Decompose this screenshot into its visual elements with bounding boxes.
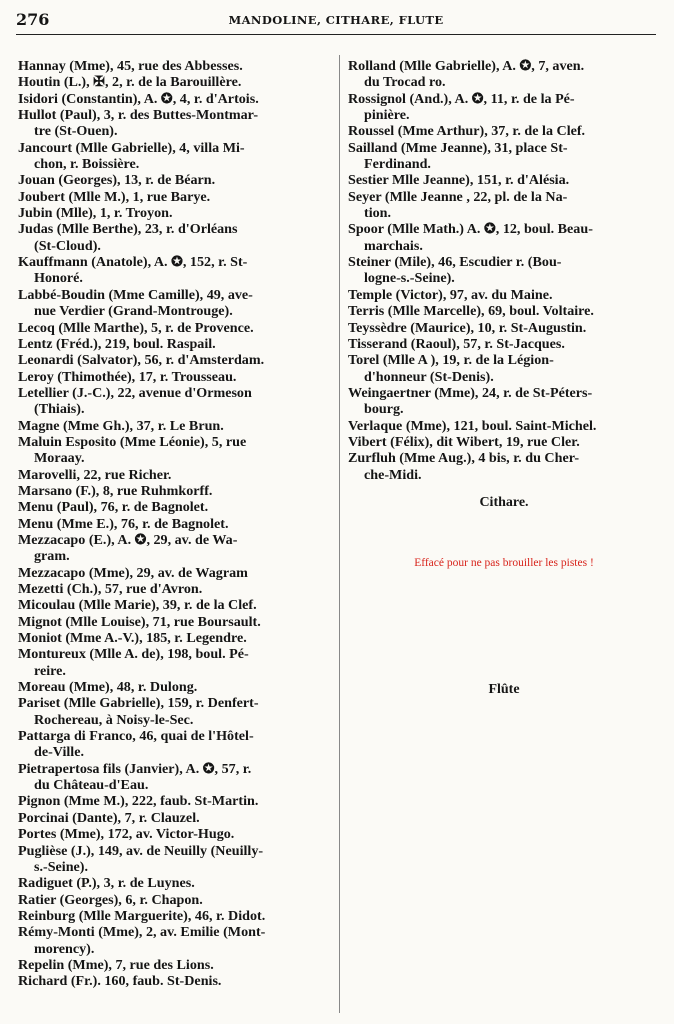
entry-line: Menu (Mme E.), 76, r. de Bagnolet. [18,515,229,532]
entry-line: Repelin (Mme), 7, rue des Lions. [18,956,214,973]
spacer [348,572,660,682]
entry-line: Rémy-Monti (Mme), 2, av. Emilie (Mont- [18,924,266,941]
directory-entry [18,320,333,336]
directory-entry [18,581,333,597]
cithare-redaction-note: Effacé pour ne pas brouiller les pistes ! [414,557,594,570]
entry-line: Kauffmann (Anatole), A. ✪, 152, r. St- [18,254,248,271]
entry-line: Tisserand (Raoul), 57, r. St-Jacques. [348,335,565,352]
directory-entry [18,646,333,679]
directory-entry [348,221,660,254]
entry-line: Houtin (L.), ✠, 2, r. de la Barouillère. [18,74,242,91]
directory-entry [18,532,333,565]
directory-entry [18,565,333,581]
entry-line: Pattarga di Franco, 46, quai de l'Hôtel- [18,728,254,745]
entry-continuation: pinière. [364,107,410,124]
directory-entry [18,597,333,613]
entry-continuation: tion. [364,205,392,222]
entry-line: Jouan (Georges), 13, r. de Béarn. [18,172,216,189]
entry-line: Marovelli, 22, rue Richer. [18,466,172,483]
entry-continuation: Honoré. [34,270,83,287]
directory-entry [18,58,333,74]
directory-entry [348,58,660,91]
entry-line: Vibert (Félix), dit Wibert, 19, rue Cler. [348,433,580,450]
directory-entry [18,728,333,761]
directory-entry [18,630,333,646]
directory-entry [18,843,333,876]
directory-entry [18,205,333,221]
directory-entry [348,140,660,173]
entry-line: Steiner (Mile), 46, Escudier r. (Bou- [348,254,562,271]
directory-entry [18,369,333,385]
entry-line: Sestier Mlle Jeanne), 151, r. d'Alésia. [348,172,570,189]
directory-entry [18,172,333,188]
entry-line: Montureux (Mlle A. de), 198, boul. Pé- [18,646,249,663]
entry-continuation: marchais. [364,237,423,254]
directory-entry [18,695,333,728]
entry-line: Torel (Mlle A ), 19, r. de la Légion- [348,352,554,369]
entry-line: Mezzacapo (E.), A. ✪, 29, av. de Wa- [18,531,238,548]
entry-line: Mignot (Mlle Louise), 71, rue Boursault. [18,613,261,630]
entry-line: Roussel (Mme Arthur), 37, r. de la Clef. [348,123,586,140]
directory-entry [18,614,333,630]
entry-line: Moreau (Mme), 48, r. Dulong. [18,679,198,696]
entry-continuation: reire. [34,662,66,679]
entry-line: Mezzacapo (Mme), 29, av. de Wagram [18,564,248,581]
directory-entry [18,957,333,973]
entry-line: Micoulau (Mlle Marie), 39, r. de la Clef. [18,597,257,614]
page-header [16,8,656,35]
entry-line: Lentz (Fréd.), 219, boul. Raspail. [18,335,216,352]
entry-line: Jubin (Mlle), 1, r. Troyon. [18,205,173,222]
directory-entry [18,352,333,368]
directory-entry [18,385,333,418]
entry-line: Hannay (Mme), 45, rue des Abbesses. [18,58,243,74]
entry-continuation: (Thiais). [34,401,85,418]
entry-continuation: Ferdinand. [364,156,431,173]
directory-entry [348,418,660,434]
entry-line: Teyssèdre (Maurice), 10, r. St-Augustin. [348,319,587,336]
entry-line: Richard (Fr.). 160, faub. St-Denis. [18,973,222,990]
running-title: MANDOLINE, CITHARE, FLUTE [228,13,444,27]
directory-entry [18,924,333,957]
directory-entry [18,287,333,320]
directory-entry [18,336,333,352]
entry-line: Spoor (Mlle Math.) A. ✪, 12, boul. Beau- [348,221,593,238]
directory-entry [18,74,333,90]
entry-line: Mezetti (Ch.), 57, rue d'Avron. [18,581,203,597]
directory-entry [348,172,660,188]
entry-line: Labbé-Boudin (Mme Camille), 49, ave- [18,286,253,303]
directory-entry [18,221,333,254]
entry-line: Marsano (F.), 8, rue Ruhmkorff. [18,482,213,499]
entry-line: Hullot (Paul), 3, r. des Buttes-Montmar- [18,107,259,124]
entry-line: Pietrapertosa fils (Janvier), A. ✪, 57, r. [18,760,252,777]
entry-line: Rolland (Mlle Gabrielle), A. ✪, 7, aven. [348,58,585,74]
entry-line: Lecoq (Mlle Marthe), 5, r. de Provence. [18,319,254,336]
directory-entry [348,434,660,450]
entry-line: Temple (Victor), 97, av. du Maine. [348,286,553,303]
directory-entry [18,499,333,515]
entry-line: Joubert (Mlle M.), 1, rue Barye. [18,188,211,205]
directory-entry [18,91,333,107]
flute-section-title: Flûte [488,681,520,697]
directory-entry [18,679,333,695]
right-entries [348,58,660,483]
entry-line: Ratier (Georges), 6, r. Chapon. [18,891,203,908]
cithare-section-title: Cithare. [479,494,529,510]
directory-entry [348,336,660,352]
entry-line: Portes (Mme), 172, av. Victor-Hugo. [18,826,235,843]
entry-continuation: de-Ville. [34,744,84,761]
entry-continuation: du Trocad ro. [364,74,446,91]
entry-continuation: morency). [34,940,95,957]
directory-entry [18,793,333,809]
directory-entry [18,908,333,924]
directory-entry [18,140,333,173]
entry-continuation: logne-s.-Seine). [364,270,455,287]
entry-continuation: bourg. [364,401,404,418]
entry-line: Porcinai (Dante), 7, r. Clauzel. [18,809,200,826]
directory-entry [348,123,660,139]
page-number: 276 [16,10,50,29]
entry-line: Reinburg (Mlle Marguerite), 46, r. Didot. [18,907,266,924]
entry-continuation: du Château-d'Eau. [34,777,149,794]
entry-continuation: s.-Seine). [34,858,89,875]
directory-entry [18,483,333,499]
entry-continuation: nue Verdier (Grand-Montrouge). [34,303,233,320]
directory-entry [18,434,333,467]
entry-line: Maluin Esposito (Mme Léonie), 5, rue [18,433,247,450]
column-divider [339,55,340,1013]
directory-entry [18,467,333,483]
entry-continuation: che-Midi. [364,466,422,483]
directory-entry [348,450,660,483]
directory-entry [18,875,333,891]
directory-entry [348,303,660,319]
entry-line: Rossignol (And.), A. ✪, 11, r. de la Pé- [348,90,575,107]
entry-continuation: gram. [34,548,70,565]
directory-entry [348,385,660,418]
directory-entry [18,418,333,434]
directory-entry [18,892,333,908]
entry-continuation: Rochereau, à Noisy-le-Sec. [34,711,194,728]
directory-entry [18,973,333,989]
entry-line: Leroy (Thimothée), 17, r. Trousseau. [18,368,237,385]
entry-line: Verlaque (Mme), 121, boul. Saint-Michel. [348,417,597,434]
directory-entry [18,810,333,826]
spacer [348,511,660,555]
directory-entry [348,352,660,385]
entry-line: Terris (Mlle Marcelle), 69, boul. Voltaire. [348,303,594,320]
entry-line: Jancourt (Mlle Gabrielle), 4, villa Mi- [18,139,245,156]
directory-entry [348,189,660,222]
directory-entry [348,91,660,124]
entry-line: Seyer (Mlle Jeanne , 22, pl. de la Na- [348,188,568,205]
entry-line: Leonardi (Salvator), 56, r. d'Amsterdam. [18,352,265,369]
entry-line: Letellier (J.-C.), 22, avenue d'Ormeson [18,384,252,401]
directory-entry [348,254,660,287]
right-column [348,58,660,698]
entry-line: Weingaertner (Mme), 24, r. de St-Péters- [348,384,593,401]
entry-line: Zurfluh (Mme Aug.), 4 bis, r. du Cher- [348,450,580,467]
directory-entry [348,287,660,303]
directory-entry [18,826,333,842]
entry-line: Isidori (Constantin), A. ✪, 4, r. d'Artois. [18,90,259,107]
entry-line: Magne (Mme Gh.), 37, r. Le Brun. [18,417,224,434]
entry-line: Judas (Mlle Berthe), 23, r. d'Orléans [18,221,238,238]
entry-line: Pignon (Mme M.), 222, faub. St-Martin. [18,793,259,810]
directory-entry [18,189,333,205]
left-column [18,58,333,990]
directory-entry [348,320,660,336]
entry-line: Menu (Paul), 76, r. de Bagnolet. [18,499,209,516]
entry-continuation: tre (St-Ouen). [34,123,118,140]
entry-continuation: chon, r. Boissière. [34,156,140,173]
directory-entry [18,761,333,794]
entry-line: Pariset (Mlle Gabrielle), 159, r. Denfert- [18,695,259,712]
directory-entry [18,254,333,287]
entry-line: Radiguet (P.), 3, r. de Luynes. [18,875,195,892]
directory-entry [18,516,333,532]
entry-line: Sailland (Mme Jeanne), 31, place St- [348,139,568,156]
entry-line: Puglièse (J.), 149, av. de Neuilly (Neuilly- [18,842,264,859]
entry-line: Moniot (Mme A.-V.), 185, r. Legendre. [18,630,247,647]
entry-continuation: (St-Cloud). [34,237,101,254]
directory-entry [18,107,333,140]
spacer [348,483,660,495]
entry-continuation: d'honneur (St-Denis). [364,368,494,385]
entry-continuation: Moraay. [34,450,85,467]
